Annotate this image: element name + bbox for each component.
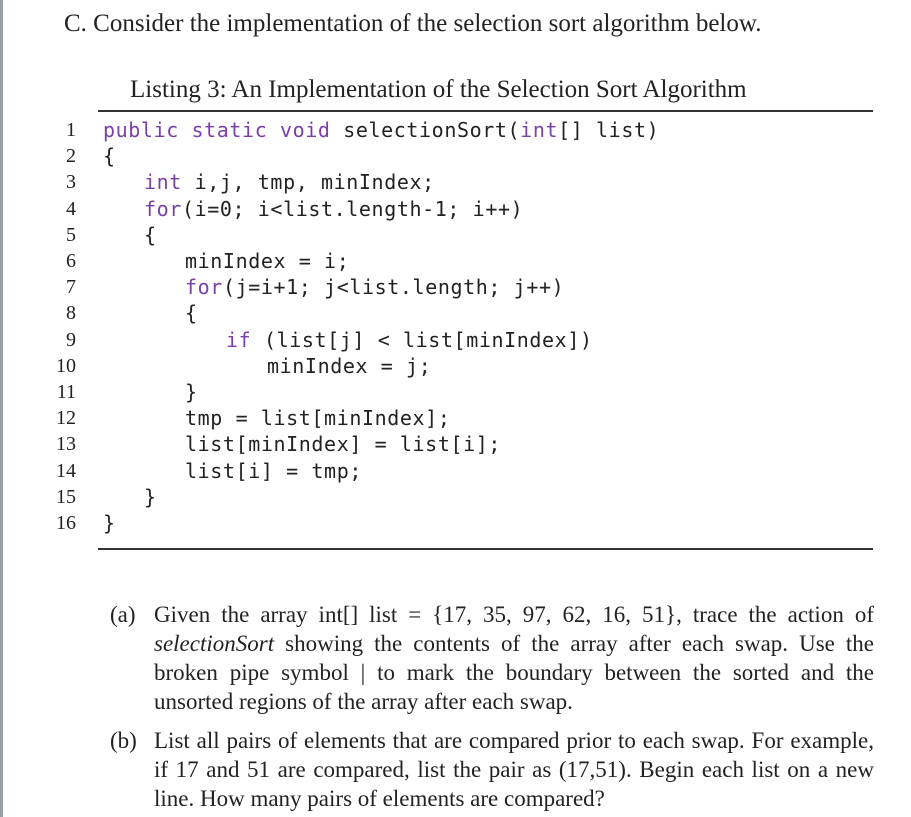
code-text [226, 327, 593, 353]
listing-caption: Listing 3: An Implementation of the Selection Sort Algorithm [130, 76, 747, 103]
code-text [144, 222, 157, 248]
listing-top-rule [98, 110, 873, 112]
item-b-text: List all pairs of elements that are compared prior to each swap. For example, if 17 and 51 are compared, list the pair as (17,51). Begin each list on a new line. How many pairs of elements are compared? [154, 728, 874, 811]
code-text [267, 353, 431, 379]
code-keyword: for [185, 275, 223, 300]
line-number: 5 [66, 223, 76, 246]
code-token: } [185, 380, 198, 404]
code-keyword: public static void [103, 118, 331, 142]
code-token: { [185, 301, 198, 326]
item-a-marker: (a) [110, 602, 136, 627]
code-line [0, 248, 900, 274]
code-token: } [103, 511, 116, 535]
code-text [185, 248, 349, 274]
code-text [185, 405, 450, 431]
code-line [0, 458, 900, 484]
code-token: (list[j] < list[minIndex]) [251, 327, 593, 352]
code-token: } [144, 484, 157, 509]
line-number: 8 [66, 302, 76, 325]
code-token: { [144, 222, 157, 247]
line-number: 7 [66, 276, 76, 299]
code-line [0, 117, 900, 143]
code-text [185, 300, 198, 326]
item-a-emph: selectionSort [154, 631, 275, 656]
line-number: 9 [66, 328, 76, 351]
code-text [185, 458, 362, 484]
code-line [0, 169, 900, 195]
code-text [144, 196, 523, 222]
code-token: tmp = list[minIndex]; [185, 406, 451, 431]
code-token: i,j, tmp, minIndex; [181, 170, 435, 195]
listing-bottom-rule [98, 548, 873, 550]
code-token: minIndex = j; [267, 353, 432, 378]
item-a-text-part1: Given the array int[] list = {17, 35, 97, 62, 16, 51}, trace the action of [154, 602, 874, 627]
code-keyword: if [226, 327, 252, 352]
code-text [185, 274, 564, 300]
code-line [0, 379, 900, 405]
code-line [0, 300, 900, 326]
code-line [0, 405, 900, 431]
question-title: C. Consider the implementation of the selection sort algorithm below. [64, 10, 762, 37]
line-number: 4 [66, 197, 76, 220]
code-text [144, 169, 435, 195]
line-number: 11 [56, 381, 76, 403]
line-number: 3 [66, 171, 76, 194]
code-text [103, 143, 116, 169]
code-token: (j=i+1; j<list.length; j++) [222, 275, 565, 300]
item-b-marker: (b) [110, 728, 137, 753]
code-line [0, 431, 900, 457]
code-line [0, 222, 900, 248]
code-keyword: int [144, 170, 182, 195]
code-token: list[i] = tmp; [185, 458, 362, 483]
line-number: 2 [66, 145, 76, 168]
line-number: 15 [56, 485, 76, 508]
code-line [0, 484, 900, 510]
item-a-text [154, 600, 874, 716]
line-number: 13 [56, 433, 76, 456]
code-line [0, 196, 900, 222]
item-a-text-part2: showing the contents of the array after each swap. Use the broken pipe symbol | to mark the boundary between the sorted and the unsorted regions of the array after each swap. [154, 631, 874, 714]
code-line [0, 510, 900, 536]
line-number: 16 [56, 512, 76, 534]
code-token: list[minIndex] = list[i]; [185, 432, 502, 457]
line-number: 14 [56, 459, 76, 482]
code-text [103, 117, 659, 143]
code-text [144, 484, 157, 510]
code-token: minIndex = i; [185, 249, 350, 273]
code-line [0, 143, 900, 169]
code-token: (i=0; i<list.length-1; i++) [181, 196, 524, 221]
code-line [0, 274, 900, 300]
code-keyword: int [520, 118, 559, 142]
code-token: [] list) [558, 118, 660, 142]
line-number: 10 [56, 354, 76, 377]
code-keyword: for [144, 196, 182, 221]
code-text [185, 379, 198, 405]
line-number: 12 [56, 407, 76, 430]
code-text [103, 510, 116, 536]
line-number: 6 [66, 250, 76, 272]
line-number: 1 [66, 119, 76, 141]
code-token: selectionSort( [330, 118, 521, 142]
code-line [0, 353, 900, 379]
code-text [185, 431, 501, 457]
code-token: { [103, 144, 116, 169]
code-line [0, 327, 900, 353]
